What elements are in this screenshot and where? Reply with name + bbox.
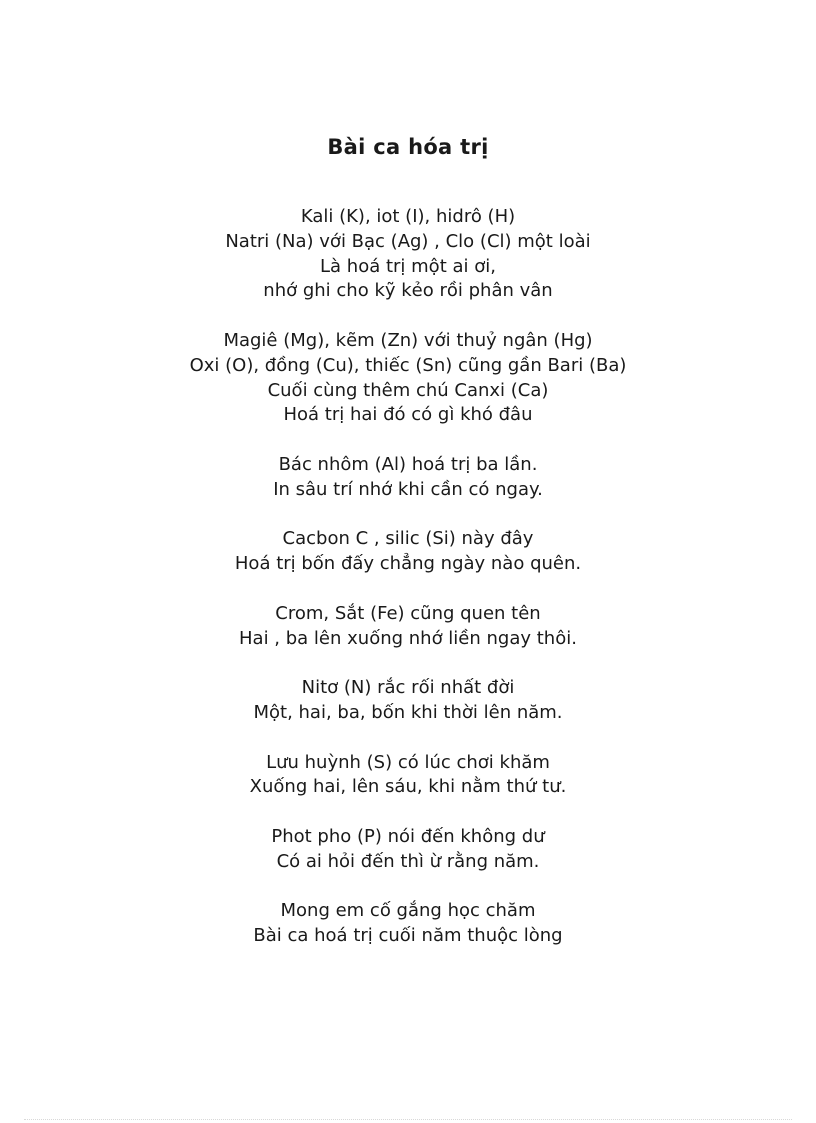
- stanza-7: [0, 751, 816, 801]
- stanza-8: [0, 825, 816, 875]
- poem-line: Kali (K), iot (I), hidrô (H): [300, 206, 516, 227]
- poem-line: Oxi (O), đồng (Cu), thiếc (Sn) cũng gần Bari (Ba): [189, 354, 627, 376]
- poem-title: Bài ca hóa trị: [327, 135, 489, 159]
- stanza-1: [0, 205, 816, 304]
- poem-line: Một, hai, ba, bốn khi thời lên năm.: [253, 701, 563, 723]
- poem-line: Cacbon C , silic (Si) này đây: [282, 528, 534, 550]
- poem-line: In sâu trí nhớ khi cần có ngay.: [273, 478, 543, 500]
- poem-line: Hai , ba lên xuống nhớ liền ngay thôi.: [239, 627, 577, 649]
- poem-line: Hoá trị bốn đấy chẳng ngày nào quên.: [234, 553, 582, 575]
- stanza-3: [0, 453, 816, 503]
- poem-line: Xuống hai, lên sáu, khi nằm thứ tư.: [249, 776, 567, 798]
- poem-line: Là hoá trị một ai ơi,: [320, 255, 496, 277]
- poem-line: Bài ca hoá trị cuối năm thuộc lòng: [253, 925, 563, 947]
- poem-line: Phot pho (P) nói đến không dư: [271, 825, 545, 847]
- stanza-9: [0, 899, 816, 949]
- page-bottom-rule: [24, 1119, 792, 1120]
- poem-line: Lưu huỳnh (S) có lúc chơi khăm: [266, 751, 550, 773]
- poem-line: Mong em cố gắng học chăm: [280, 900, 536, 922]
- stanza-5: [0, 602, 816, 652]
- poem-line: Hoá trị hai đó có gì khó đâu: [283, 404, 533, 426]
- poem-body: [0, 205, 816, 974]
- poem-line: Có ai hỏi đến thì ừ rằng năm.: [276, 850, 540, 872]
- poem-line: Magiê (Mg), kẽm (Zn) với thuỷ ngân (Hg): [223, 329, 593, 351]
- stanza-6: [0, 676, 816, 726]
- stanza-2: [0, 329, 816, 428]
- poem-line: Nitơ (N) rắc rối nhất đời: [301, 677, 515, 699]
- poem-line: nhớ ghi cho kỹ kẻo rồi phân vân: [263, 280, 553, 302]
- poem-line: Bác nhôm (Al) hoá trị ba lần.: [278, 453, 538, 475]
- stanza-4: [0, 527, 816, 577]
- poem-line: Natri (Na) với Bạc (Ag) , Clo (Cl) một loài: [225, 230, 591, 252]
- poem-line: Crom, Sắt (Fe) cũng quen tên: [275, 602, 541, 624]
- poem-line: Cuối cùng thêm chú Canxi (Ca): [267, 379, 549, 401]
